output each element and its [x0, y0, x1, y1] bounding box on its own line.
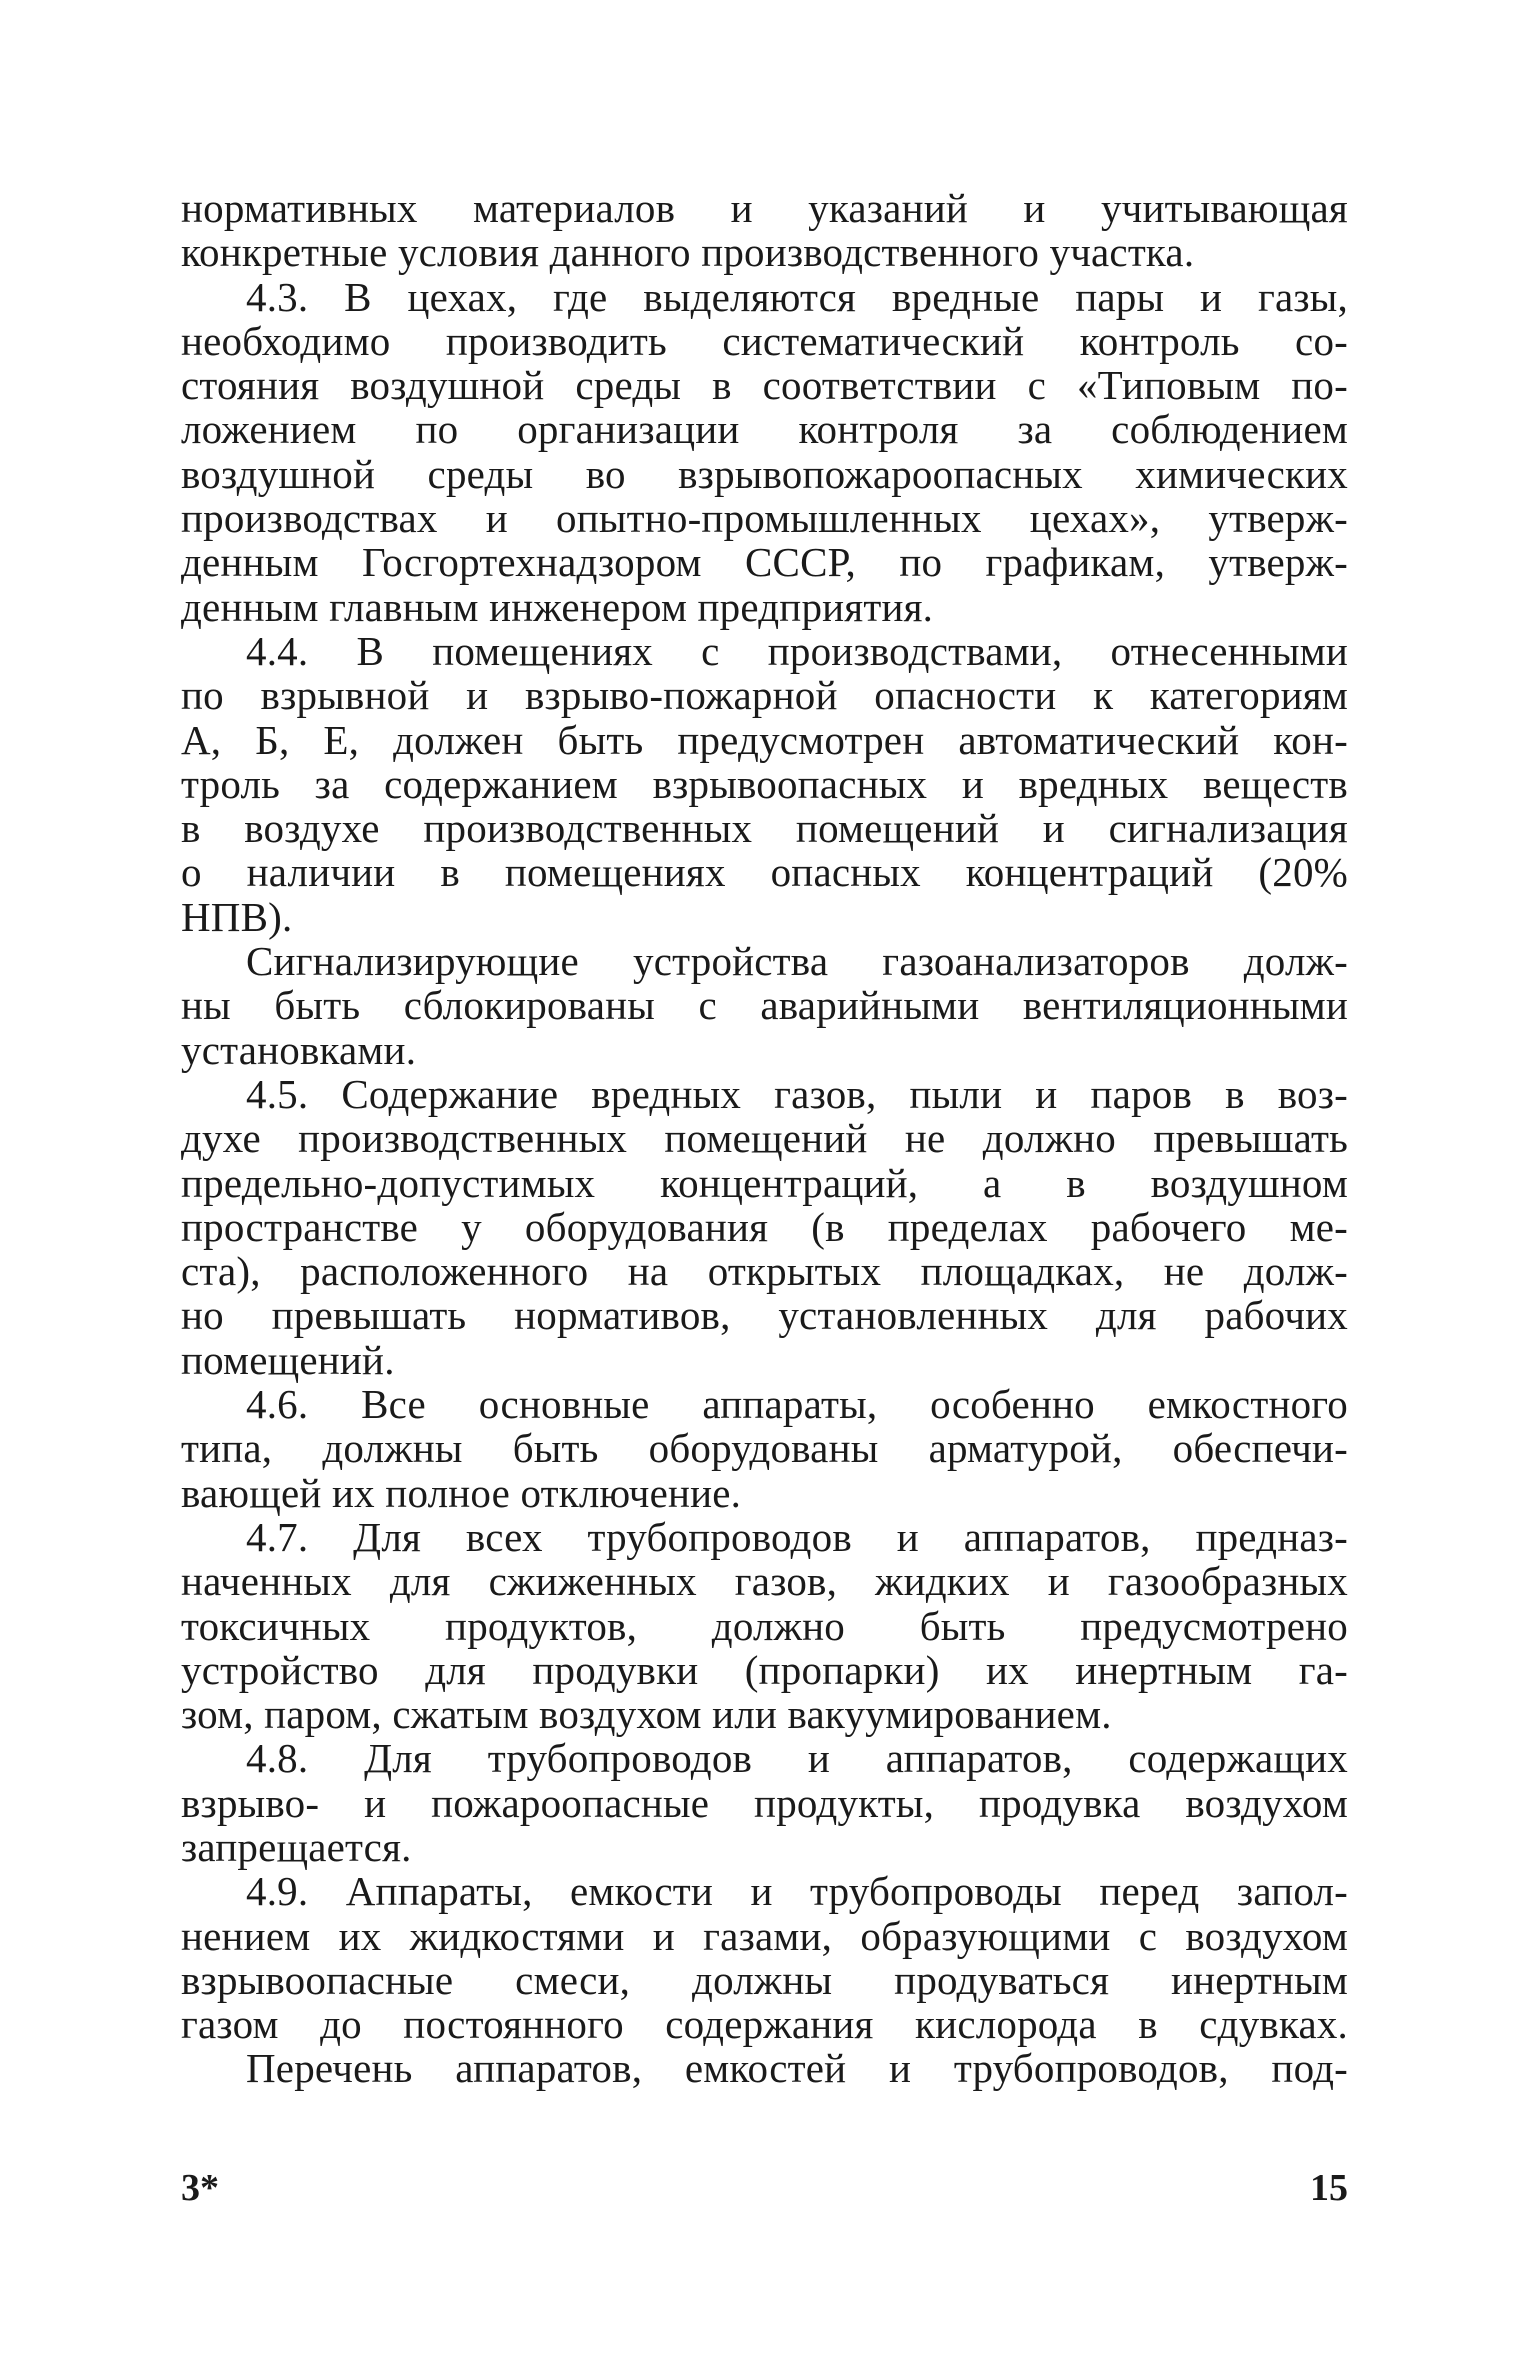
text-line: взрывоопасные смеси, должны продуваться инертным	[181, 1956, 1348, 2003]
text-line: токсичных продуктов, должно быть предусмотрено	[181, 1602, 1348, 1649]
text-line: в воздухе производственных помещений и сигнализация	[181, 805, 1348, 852]
text-line: устройство для продувки (пропарки) их инертным га-	[181, 1646, 1348, 1693]
text-line: необходимо производить систематический контроль со-	[181, 317, 1348, 364]
text-line: вающей их полное отключение.	[181, 1469, 742, 1516]
text-line: предельно-допустимых концентраций, а в воздушном	[181, 1159, 1348, 1206]
text-line: зом, паром, сжатым воздухом или вакуумированием.	[181, 1691, 1112, 1738]
text-line: взрыво- и пожароопасные продукты, продувка воздухом	[181, 1779, 1348, 1826]
text-line: воздушной среды во взрывопожароопасных химических	[181, 450, 1348, 497]
text-line: А, Б, Е, должен быть предусмотрен автоматический кон-	[181, 716, 1348, 763]
text-line: Сигнализирующие устройства газоанализаторов долж-	[246, 938, 1348, 985]
text-line: но превышать нормативов, установленных для рабочих	[181, 1292, 1348, 1339]
text-line: 4.4. В помещениях с производствами, отнесенными	[246, 627, 1348, 674]
text-line: ста), расположенного на открытых площадках, не долж-	[181, 1248, 1348, 1295]
text-line: ны быть сблокированы с аварийными вентиляционными	[181, 982, 1348, 1029]
text-line: ложением по организации контроля за соблюдением	[181, 406, 1348, 453]
text-line: наченных для сжиженных газов, жидких и газообразных	[181, 1558, 1348, 1605]
text-line: запрещается.	[181, 1823, 412, 1870]
text-line: пространстве у оборудования (в пределах рабочего ме-	[181, 1203, 1348, 1250]
text-line: 4.9. Аппараты, емкости и трубопроводы перед запол-	[246, 1868, 1348, 1915]
text-line: газом до постоянного содержания кислорода в сдувках.	[181, 2001, 1348, 2048]
text-line: денным главным инженером предприятия.	[181, 583, 934, 630]
text-line: стояния воздушной среды в соответствии с «Типовым по-	[181, 362, 1348, 409]
text-line: производствах и опытно-промышленных цехах», утверж-	[181, 495, 1348, 542]
text-line: о наличии в помещениях опасных концентраций (20%	[181, 849, 1348, 896]
text-line: помещений.	[181, 1336, 395, 1383]
text-line: 4.6. Все основные аппараты, особенно емкостного	[246, 1381, 1348, 1428]
text-line: 4.5. Содержание вредных газов, пыли и паров в воз-	[246, 1070, 1348, 1117]
text-line: установками.	[181, 1026, 417, 1073]
text-line: 4.8. Для трубопроводов и аппаратов, содержащих	[246, 1735, 1348, 1782]
text-line: духе производственных помещений не должно превышать	[181, 1115, 1348, 1162]
text-line: конкретные условия данного производственного участка.	[181, 229, 1195, 276]
text-line: по взрывной и взрыво-пожарной опасности к категориям	[181, 672, 1348, 719]
text-line: Перечень аппаратов, емкостей и трубопроводов, под-	[246, 2045, 1348, 2092]
page-number: 15	[1310, 2167, 1348, 2209]
text-line: 4.3. В цехах, где выделяются вредные пары и газы,	[246, 273, 1348, 320]
text-line: троль за содержанием взрывоопасных и вредных веществ	[181, 760, 1348, 807]
text-line: нением их жидкостями и газами, образующими с воздухом	[181, 1912, 1348, 1959]
text-line: нормативных материалов и указаний и учитывающая	[181, 185, 1348, 231]
text-line: типа, должны быть оборудованы арматурой, обеспечи-	[181, 1425, 1348, 1472]
text-line: НПВ).	[181, 893, 293, 940]
text-line: денным Госгортехнадзором СССР, по графикам, утверж-	[181, 539, 1348, 586]
page-footer	[181, 2166, 1348, 2214]
signature-mark: 3*	[181, 2167, 219, 2209]
text-line: 4.7. Для всех трубопроводов и аппаратов, предназ-	[246, 1513, 1348, 1560]
body-text	[181, 186, 1348, 2091]
